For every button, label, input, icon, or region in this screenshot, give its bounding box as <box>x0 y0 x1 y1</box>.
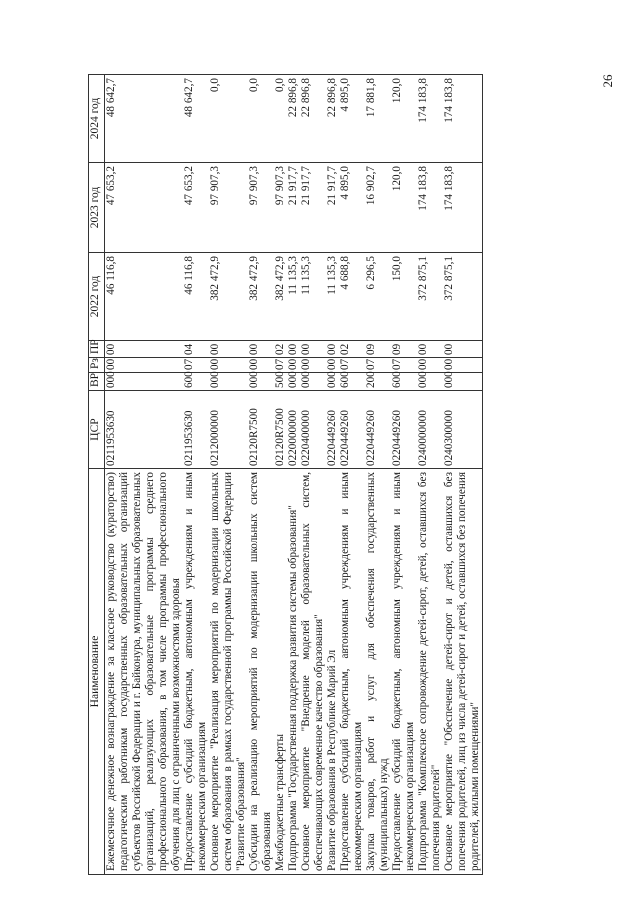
row-rz: 00 <box>105 358 184 373</box>
row-name: Субсидии на реализацию мероприятий по модернизации школьных систем образования <box>248 469 274 875</box>
row-2023: 174 183,8 <box>443 163 483 253</box>
row-rz: 07 <box>365 358 391 373</box>
row-rz: 00 <box>209 358 248 373</box>
header-csr: ЦСР <box>89 391 105 469</box>
row-csr: 0212000000 <box>209 391 248 469</box>
row-pr: 00 <box>326 341 339 358</box>
row-rz: 00 <box>443 358 483 373</box>
row-name: Основное мероприятие "Обеспечение детей-сирот и детей, оставшихся без попечения родителей, лиц из числа детей-сирот и детей, оставшихся без попечения родителей, жилыми помещениями" <box>443 469 483 875</box>
row-rz: 07 <box>183 358 209 373</box>
row-pr: 09 <box>391 341 417 358</box>
row-2023: 174 183,8 <box>417 163 443 253</box>
row-name: Ежемесячное денежное вознаграждение за классное руководство (кураторство) педагогическим работникам государственных образовательных организаций субъектов Российской Федерации и г. Байконура, муниципальных образовательных организаций, реализующих образовательные программы среднего профессионального образования, в том числе программы профессионального обучения для лиц с ограниченными возможностями здоровья <box>105 469 184 875</box>
row-csr: 02120R7500 <box>248 391 274 469</box>
table-row <box>326 75 339 875</box>
row-vr: 200 <box>365 373 391 391</box>
row-2022: 11 135,3 <box>326 253 339 341</box>
row-2024: 22 896,8 <box>287 75 300 163</box>
row-2023: 120,0 <box>391 163 417 253</box>
row-2022: 11 135,3 <box>287 253 300 341</box>
row-2023: 16 902,7 <box>365 163 391 253</box>
row-2024: 0,0 <box>209 75 248 163</box>
row-vr: 500 <box>274 373 287 391</box>
row-csr: 0240000000 <box>417 391 443 469</box>
row-pr: 00 <box>248 341 274 358</box>
table-row <box>274 75 287 875</box>
row-rz: 00 <box>287 358 300 373</box>
row-2024: 48 642,7 <box>105 75 184 163</box>
row-pr: 00 <box>209 341 248 358</box>
row-2024: 0,0 <box>274 75 287 163</box>
row-2022: 11 135,3 <box>300 253 326 341</box>
row-2023: 21 917,7 <box>326 163 339 253</box>
row-csr: 0220449260 <box>365 391 391 469</box>
row-2024: 4 895,0 <box>339 75 365 163</box>
header-name: Наименование <box>89 469 105 875</box>
row-pr: 09 <box>365 341 391 358</box>
row-csr: 0220449260 <box>339 391 365 469</box>
row-rz: 07 <box>339 358 365 373</box>
row-2022: 372 875,1 <box>417 253 443 341</box>
row-2024: 22 896,8 <box>326 75 339 163</box>
row-2022: 372 875,1 <box>443 253 483 341</box>
row-rz: 07 <box>274 358 287 373</box>
row-csr: 0220449260 <box>391 391 417 469</box>
row-csr: 02120R7500 <box>274 391 287 469</box>
row-2024: 174 183,8 <box>417 75 443 163</box>
row-csr: 0211953630 <box>105 391 184 469</box>
header-rz: Рз <box>89 358 105 373</box>
row-pr: 00 <box>300 341 326 358</box>
budget-table <box>88 74 483 875</box>
row-2023: 21 917,7 <box>300 163 326 253</box>
row-name: Предоставление субсидий бюджетным, автономным учреждениям и иным некоммерческим организациям <box>339 469 365 875</box>
row-csr: 0240300000 <box>443 391 483 469</box>
row-pr: 02 <box>274 341 287 358</box>
row-pr: 00 <box>287 341 300 358</box>
table-row <box>209 75 248 875</box>
table-row <box>339 75 365 875</box>
row-vr: 000 <box>417 373 443 391</box>
row-name: Основное мероприятие "Реализация мероприятий по модернизации школьных систем образования в рамках государственной программы Российской Федерации "Развитие образования" <box>209 469 248 875</box>
row-csr: 0220400000 <box>300 391 326 469</box>
row-rz: 00 <box>417 358 443 373</box>
header-2024: 2024 год <box>89 75 105 163</box>
row-pr: 00 <box>417 341 443 358</box>
rotated-page <box>88 75 608 875</box>
row-2022: 150,0 <box>391 253 417 341</box>
row-2024: 174 183,8 <box>443 75 483 163</box>
row-name: Подпрограмма "Комплексное сопровождение детей-сирот, детей, оставшихся без попечения родителей" <box>417 469 443 875</box>
row-2023: 47 653,2 <box>183 163 209 253</box>
row-2022: 382 472,9 <box>209 253 248 341</box>
table-row <box>287 75 300 875</box>
row-2023: 97 907,3 <box>209 163 248 253</box>
page-number: 26 <box>600 74 615 88</box>
row-csr: 0220449260 <box>326 391 339 469</box>
row-vr: 000 <box>105 373 184 391</box>
row-pr: 00 <box>105 341 184 358</box>
row-2023: 47 653,2 <box>105 163 184 253</box>
row-name: Предоставление субсидий бюджетным, автономным учреждениям и иным некоммерческим организациям <box>183 469 209 875</box>
row-2022: 6 296,5 <box>365 253 391 341</box>
row-vr: 600 <box>339 373 365 391</box>
row-name: Подпрограмма "Государственная поддержка развития системы образования" <box>287 469 300 875</box>
row-vr: 000 <box>209 373 248 391</box>
row-pr: 02 <box>339 341 365 358</box>
row-rz: 00 <box>300 358 326 373</box>
row-2022: 382 472,9 <box>248 253 274 341</box>
row-pr: 00 <box>443 341 483 358</box>
row-vr: 000 <box>326 373 339 391</box>
row-2022: 46 116,8 <box>105 253 184 341</box>
row-csr: 0211953630 <box>183 391 209 469</box>
header-2023: 2023 год <box>89 163 105 253</box>
row-2023: 97 907,3 <box>274 163 287 253</box>
row-2024: 22 896,8 <box>300 75 326 163</box>
row-name: Основное мероприятие "Внедрение моделей образовательных систем, обеспечивающих современное качество образования" <box>300 469 326 875</box>
row-rz: 00 <box>326 358 339 373</box>
row-2022: 4 688,8 <box>339 253 365 341</box>
row-vr: 000 <box>287 373 300 391</box>
row-2022: 46 116,8 <box>183 253 209 341</box>
row-2023: 97 907,3 <box>248 163 274 253</box>
row-vr: 000 <box>248 373 274 391</box>
row-rz: 07 <box>391 358 417 373</box>
row-pr: 04 <box>183 341 209 358</box>
row-vr: 000 <box>443 373 483 391</box>
row-vr: 600 <box>183 373 209 391</box>
header-pr: ПР <box>89 341 105 358</box>
row-2024: 120,0 <box>391 75 417 163</box>
row-name: Развитие образования в Республике Марий Эл <box>326 469 339 875</box>
table-row <box>248 75 274 875</box>
table-row <box>391 75 417 875</box>
table-row <box>443 75 483 875</box>
header-2022: 2022 год <box>89 253 105 341</box>
header-vr: ВР <box>89 373 105 391</box>
row-csr: 0220000000 <box>287 391 300 469</box>
table-row <box>105 75 184 875</box>
row-vr: 600 <box>391 373 417 391</box>
row-2023: 4 895,0 <box>339 163 365 253</box>
row-2024: 17 881,8 <box>365 75 391 163</box>
table-row <box>300 75 326 875</box>
table-row <box>417 75 443 875</box>
row-2022: 382 472,9 <box>274 253 287 341</box>
row-name: Межбюджетные трансферты <box>274 469 287 875</box>
table-header-row <box>89 75 105 875</box>
row-name: Закупка товаров, работ и услуг для обеспечения государственных (муниципальных) нужд <box>365 469 391 875</box>
row-name: Предоставление субсидий бюджетным, автономным учреждениям и иным некоммерческим организациям <box>391 469 417 875</box>
row-rz: 00 <box>248 358 274 373</box>
row-2024: 0,0 <box>248 75 274 163</box>
row-2023: 21 917,7 <box>287 163 300 253</box>
row-vr: 000 <box>300 373 326 391</box>
table-row <box>365 75 391 875</box>
table-row <box>183 75 209 875</box>
row-2024: 48 642,7 <box>183 75 209 163</box>
